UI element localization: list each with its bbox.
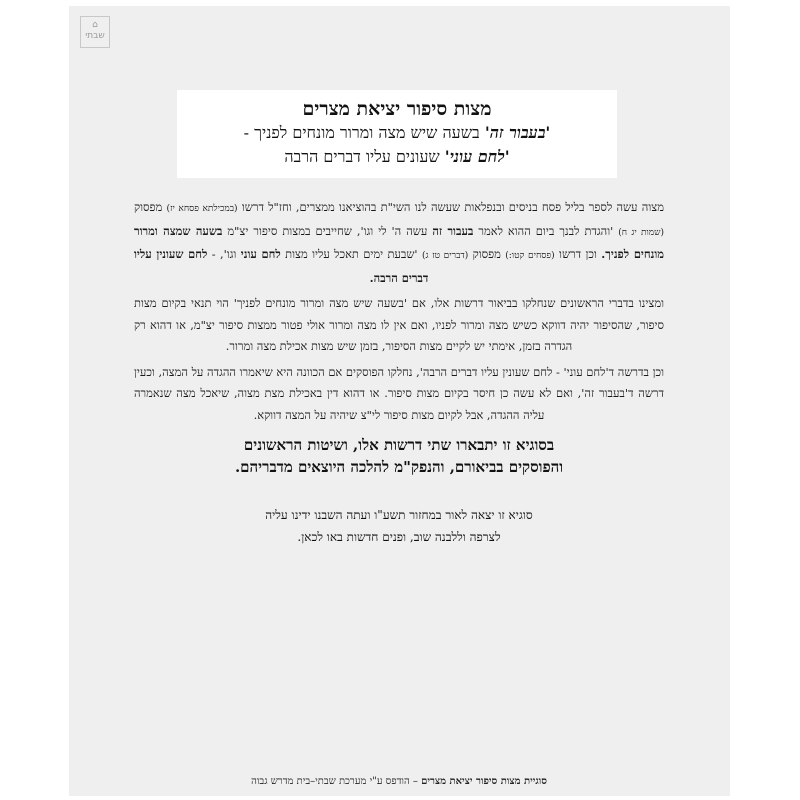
p1-bold-2: בשעה שמצה ומרור מונחים לפניך. <box>134 223 665 261</box>
p1-bold-1: בעבור זה <box>432 223 474 238</box>
p1-text-f: מפסוק <box>468 247 506 261</box>
document-page <box>69 6 730 796</box>
body-text <box>134 197 664 478</box>
title-box <box>177 90 617 178</box>
logo-mark-icon: ⌂ <box>92 20 98 30</box>
p1-text-h: וגו', - <box>207 247 241 261</box>
p1-bold-3: לחם עוני <box>240 247 281 261</box>
conclusion <box>134 434 664 478</box>
footer-title: סוגיית מצות סיפור יציאת מצרים <box>421 776 547 787</box>
p1-source-3: (פסחים קטו:) <box>505 251 555 261</box>
page-title: מצות סיפור יציאת מצרים <box>302 98 492 120</box>
footer-text: – הודפס ע"י מערכת שבתי–בית מדרש גבוה <box>251 776 422 787</box>
paragraph-1 <box>134 197 664 289</box>
title-subline-2-text: שעונים עליו דברים הרבה <box>284 147 445 166</box>
p1-text-a: מצוה עשה לספר בליל פסח בניסים ובנפלאות שעשה לנו השי"ת בהוציאנו ממצרים, וחז"ל דרשו <box>237 200 664 214</box>
conclusion-line-2: והפוסקים בביאורם, והנפק"מ להלכה היוצאים מדבריהם. <box>234 458 564 476</box>
title-subline-2 <box>177 145 617 169</box>
p1-source-2: (שמות יג ח) <box>618 227 664 238</box>
p1-source-1: (במכילתא פסחא יז) <box>166 204 238 214</box>
p1-text-d: עשה ה' לי וגו', שחייבים במצות סיפור יצ"מ <box>222 223 433 238</box>
p1-text-g: 'שבעת ימים תאכל עליו מצות <box>280 247 422 261</box>
conclusion-line-1: בסוגיא זו יתבארו שתי דרשות אלו, ושיטות הראשונים <box>243 436 555 454</box>
title-subline-1 <box>177 121 617 145</box>
paragraph-3: וכן בדרשה ד'לחם עוני' - לחם שעונין עליו דברים הרבה', נחלקו הפוסקים אם הכוונה היא שיאמרו ההגדה על המצה, וכעין דרשה ד'בעבור זה', ואם לא עשה כן חיסר בקיום מצות סיפור. או דהוא דין באכילת מצת מצוה, שיאכל מצה שנאמרה עליה ההגדה, אבל לקיום מצות סיפור לי"צ שיהיה על המצה דווקא. <box>134 364 664 422</box>
page-footer <box>149 776 649 787</box>
edition-note-line-2: לצרפה וללבנה שוב, ופנים חדשות באו לכאן. <box>297 530 501 544</box>
title-subline-2-bold: 'לחם עוני' <box>444 147 510 166</box>
p1-text-b: מפסוק <box>134 200 167 214</box>
title-subline-1-bold: 'בעבור זה' <box>484 123 551 142</box>
edition-note-line-1: סוגיא זו יצאה לאור במחזור תשע"ו ועתה השבנו ידינו עליה <box>265 508 533 522</box>
p1-source-4: (דברים טז ג) <box>421 251 469 261</box>
p1-bold-4: לחם שעונין עליו דברים הרבה. <box>134 247 429 285</box>
publisher-logo <box>80 16 110 48</box>
p1-text-e: וכן דרשו <box>554 247 602 261</box>
paragraph-2: ומצינו בדברי הראשונים שנחלקו בביאור דרשות אלו, אם 'בשעה שיש מצה ומרור מונחים לפניך' הוי תנאי בקיום מצות סיפור, שהסיפור יהיה דווקא כשיש מצה ומרור לפניו, ואם אין לו מצה ומרור אולי פטור ממצות סיפור יצ"מ, או דהוא רק הגדרה בזמן, אימתי יש לקיים מצות הסיפור, בזמן שיש מצות אכילת מצה ומרור. <box>134 296 664 353</box>
edition-note <box>209 504 589 548</box>
logo-text: שבתי <box>85 31 105 41</box>
p1-text-c: 'והגדת לבנך ביום ההוא לאמר <box>473 223 619 238</box>
title-subline-1-text: בשעה שיש מצה ומרור מונחים לפניך - <box>243 123 485 142</box>
